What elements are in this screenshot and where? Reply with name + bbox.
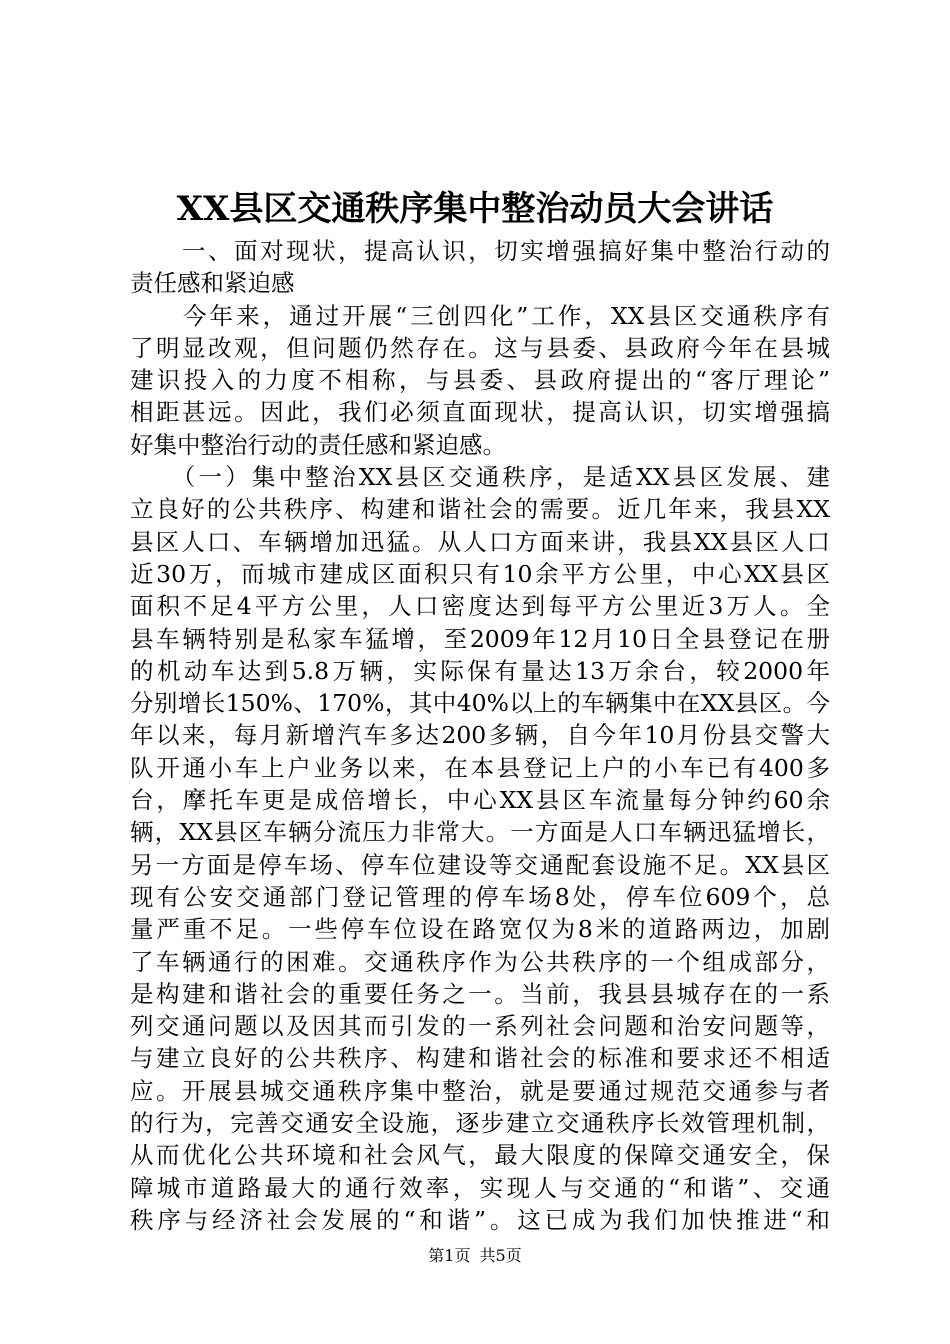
text-line: 另一方面是停车场、停车位建设等交通配套设施不足。XX县区 (130, 850, 830, 879)
text-line: 应。开展县城交通秩序集中整治，就是要通过规范交通参与者 (130, 1076, 830, 1105)
text-line: （一）集中整治XX县区交通秩序，是适XX县区发展、建 (130, 463, 830, 492)
text-line: 建识投入的力度不相称，与县委、县政府提出的“客厅理论” (130, 366, 830, 395)
page-footer (0, 1245, 950, 1267)
text-line: 立良好的公共秩序、构建和谐社会的需要。近几年来，我县XX (130, 495, 830, 524)
text-line: 面积不足4平方公里，人口密度达到每平方公里近3万人。全 (130, 592, 830, 621)
page-number: 第1页 (428, 1246, 471, 1265)
text-line: 列交通问题以及因其而引发的一系列社会问题和治安问题等， (130, 1012, 830, 1041)
text-line: 秩序与经济社会发展的“和谐”。这已成为我们加快推进“和 (130, 1205, 830, 1234)
text-line: 是构建和谐社会的重要任务之一。当前，我县县城存在的一系 (130, 979, 830, 1008)
text-line: 与建立良好的公共秩序、构建和谐社会的标准和要求还不相适 (130, 1044, 830, 1073)
text-line: 年以来，每月新增汽车多达200多辆，自今年10月份县交警大 (130, 721, 830, 750)
text-line: 好集中整治行动的责任感和紧迫感。 (130, 430, 506, 459)
text-line: 量严重不足。一些停车位设在路宽仅为8米的道路两边，加剧 (130, 915, 830, 944)
text-line: 近30万，而城市建成区面积只有10余平方公里，中心XX县区 (130, 559, 830, 588)
text-line: 县区人口、车辆增加迅猛。从人口方面来讲，我县XX县区人口 (130, 527, 830, 556)
text-line: 现有公安交通部门登记管理的停车场8处，停车位609个，总 (130, 882, 830, 911)
text-line: 分别增长150%、170%，其中40%以上的车辆集中在XX县区。今 (130, 689, 830, 718)
text-line: 台，摩托车更是成倍增长，中心XX县区车流量每分钟约60余 (130, 786, 830, 815)
text-line: 障城市道路最大的通行效率，实现人与交通的“和谐”、交通 (130, 1173, 830, 1202)
text-line: 的行为，完善交通安全设施，逐步建立交通秩序长效管理机制， (130, 1109, 830, 1138)
text-line: 一、面对现状，提高认识，切实增强搞好集中整治行动的 (130, 237, 830, 265)
document-title: XX县区交通秩序集中整治动员大会讲话 (176, 189, 774, 229)
document-body (130, 235, 830, 1236)
page-total: 共5页 (479, 1246, 522, 1265)
text-line: 了明显改观，但问题仍然存在。这与县委、县政府今年在县城 (130, 333, 830, 362)
text-line: 队开通小车上户业务以来，在本县登记上户的小车已有400多 (130, 753, 830, 782)
text-line: 了车辆通行的困难。交通秩序作为公共秩序的一个组成部分， (130, 947, 830, 976)
text-line: 责任感和紧迫感 (130, 269, 295, 298)
text-line: 相距甚远。因此，我们必须直面现状，提高认识，切实增强搞 (130, 398, 830, 427)
text-line: 从而优化公共环境和社会风气，最大限度的保障交通安全，保 (130, 1141, 830, 1170)
text-line: 的机动车达到5.8万辆，实际保有量达13万余台，较2000年 (130, 656, 830, 685)
text-line: 今年来，通过开展“三创四化”工作，XX县区交通秩序有 (130, 301, 830, 330)
text-line: 辆，XX县区车辆分流压力非常大。一方面是人口车辆迅猛增长， (130, 818, 830, 847)
text-line: 县车辆特别是私家车猛增，至2009年12月10日全县登记在册 (130, 624, 830, 653)
